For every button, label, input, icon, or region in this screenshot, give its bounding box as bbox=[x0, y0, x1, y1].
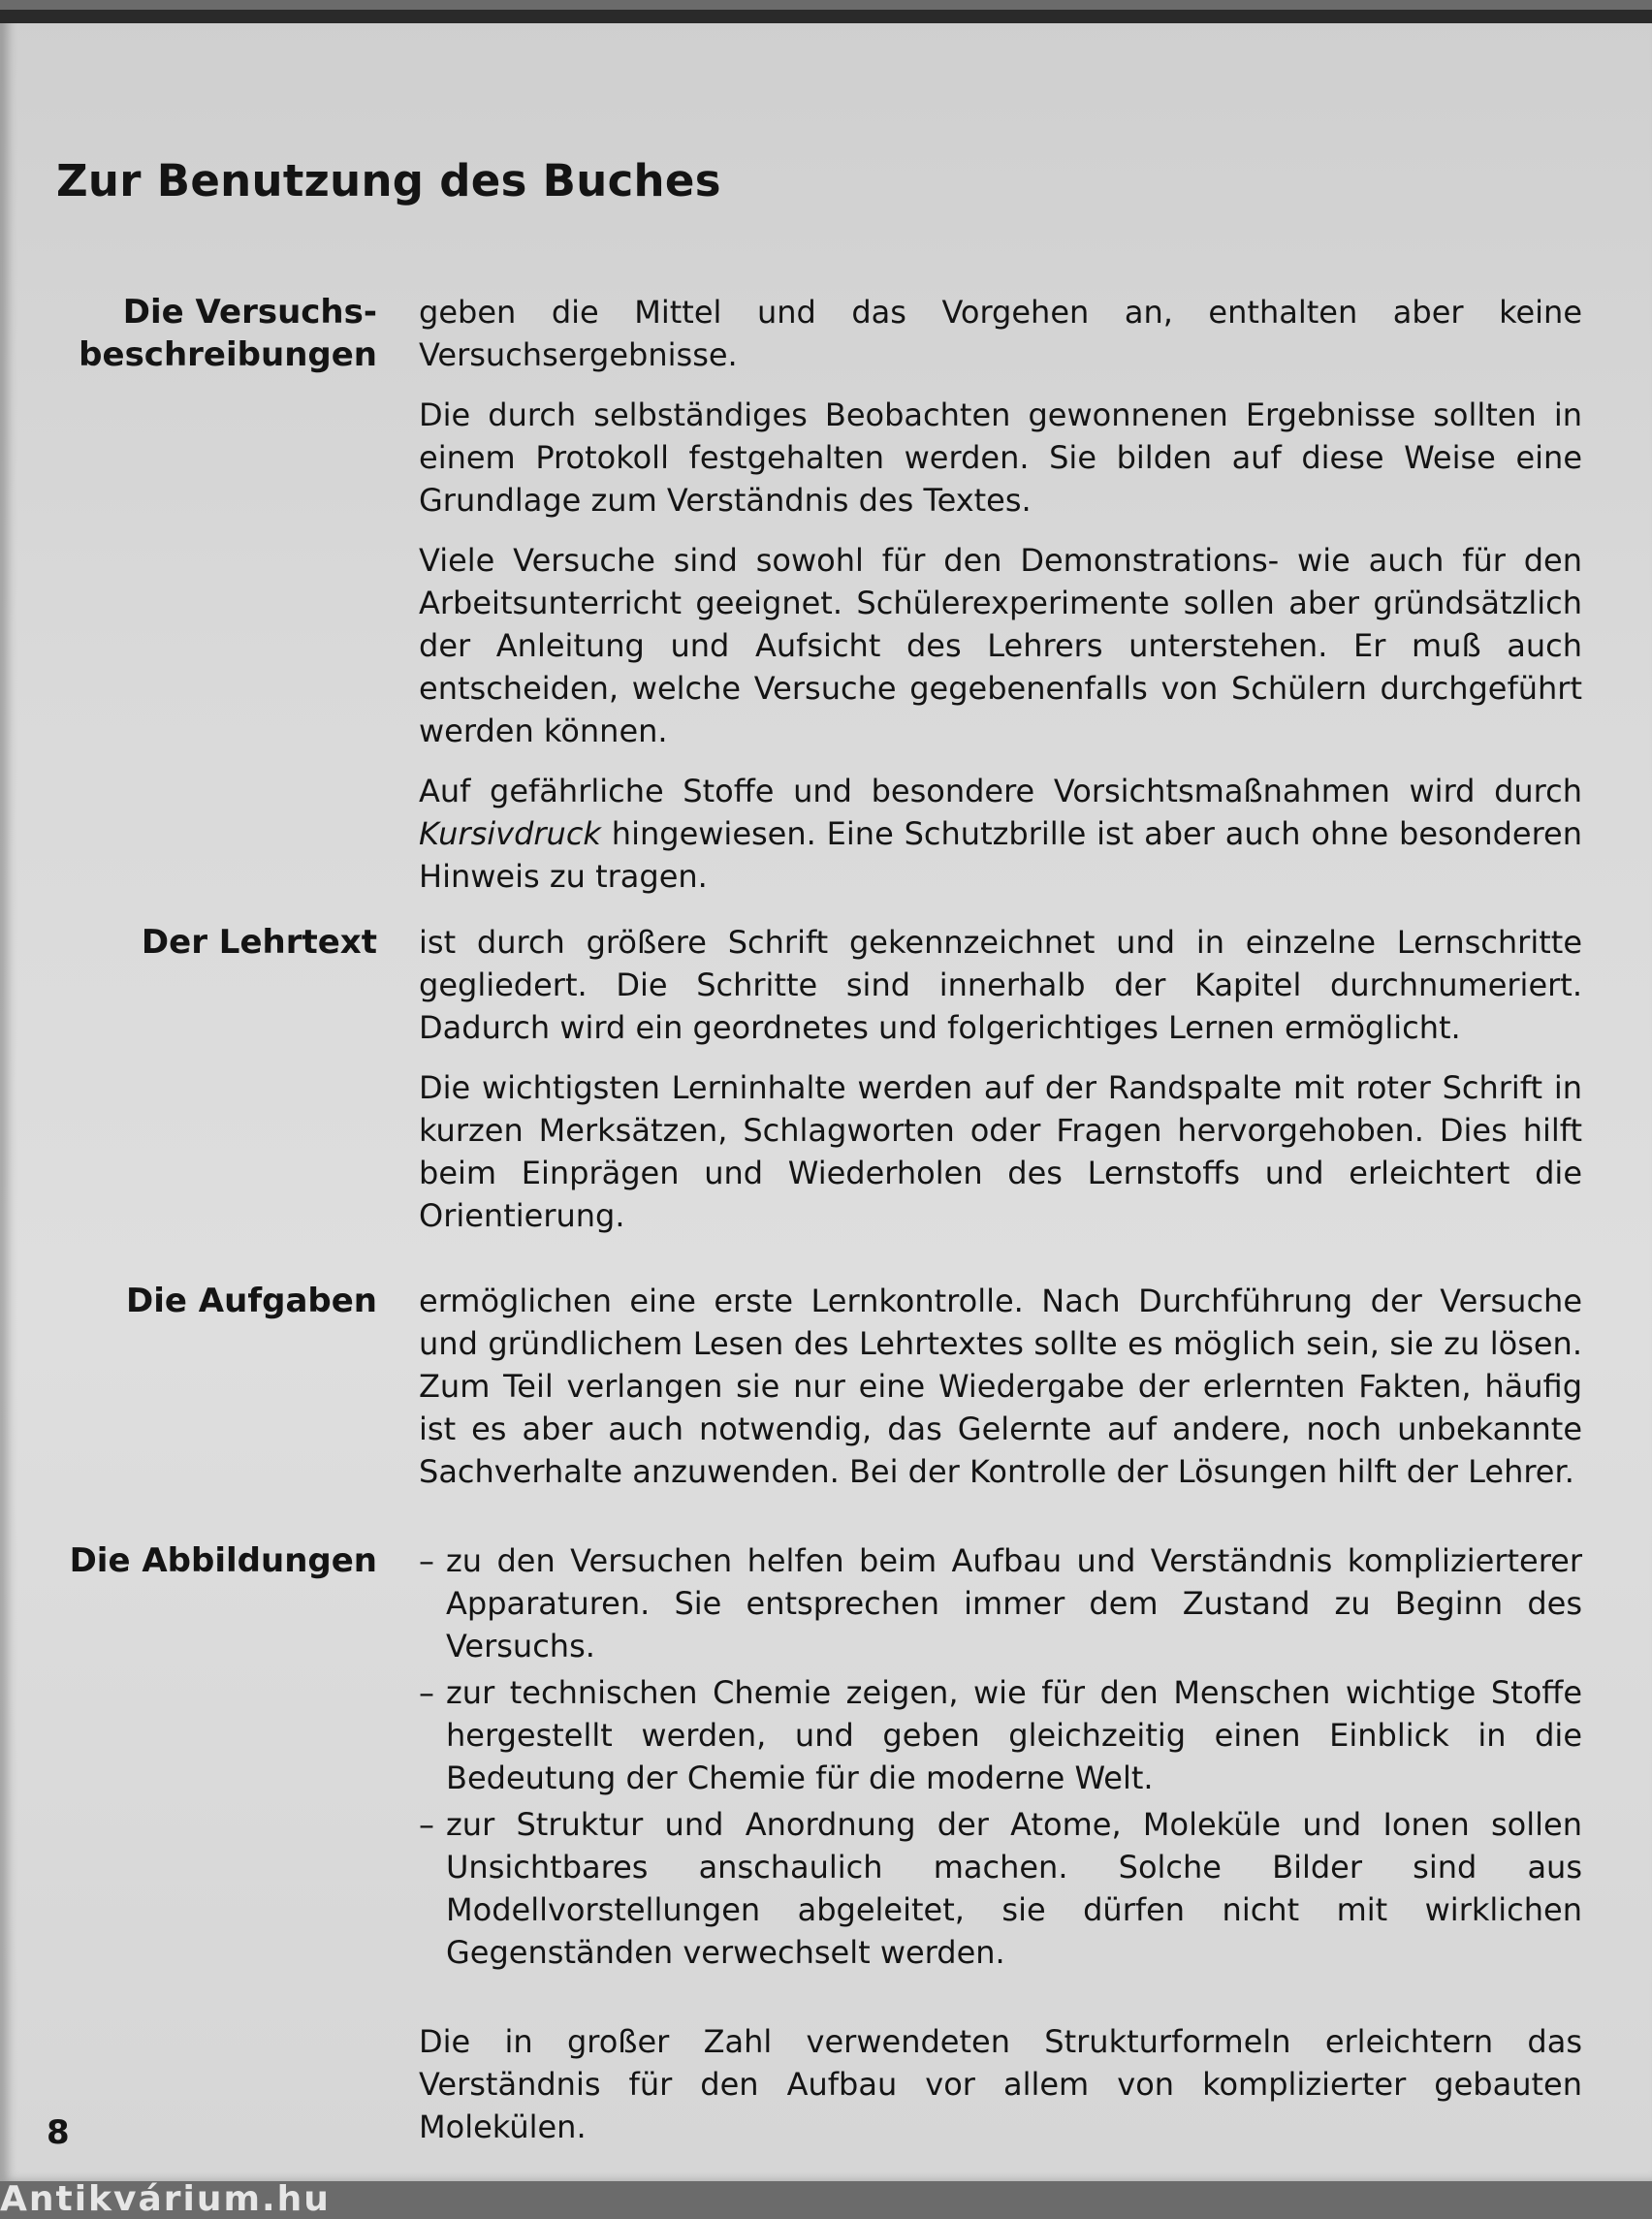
section-label-lehrtext: Der Lehrtext bbox=[141, 923, 377, 962]
dash-bullet: – bbox=[419, 1806, 434, 1843]
list-item bbox=[419, 1803, 1582, 1974]
paragraph: Die wichtigsten Lerninhalte werden auf der Randspalte mit roter Schrift in kurzen Merksätzen, Schlagworten oder Fragen hervorgehoben. Dies hilft beim Einprägen und Wiederholen des Lernstoffs und erleichtert die Orientierung. bbox=[419, 1069, 1582, 1234]
section-body-abbildungen bbox=[419, 1539, 1582, 2166]
section-body-lehrtext bbox=[419, 921, 1582, 1254]
paragraph: Viele Versuche sind sowohl für den Demonstrations- wie auch für den Arbeitsunterricht geeignet. Schülerexperimente sollen aber gründsätzlich der Anleitung und Aufsicht des Lehrers unterstehen. Er muß auch entscheiden, welche Versuche gegebenenfalls von Schülern durchgeführt werden können. bbox=[419, 542, 1582, 749]
section-label-abbildungen: Die Abbildungen bbox=[69, 1541, 377, 1580]
paragraph: ermöglichen eine erste Lernkontrolle. Nach Durchführung der Versuche und gründlichem Lesen des Lehrtextes sollte es möglich sein, sie zu lösen. Zum Teil verlangen sie nur eine Wiedergabe der erlernten Fakten, häufig ist es aber auch notwendig, das Gelernte auf andere, noch unbekannte Sachverhalte anzuwenden. Bei der Kontrolle der Lösungen hilft der Lehrer. bbox=[419, 1283, 1582, 1490]
dash-bullet: – bbox=[419, 1542, 434, 1579]
list-item-text: zur Struktur und Anordnung der Atome, Moleküle und Ionen sollen Unsichtbares anschaulich machen. Solche Bilder sind aus Modellvorstellungen abgeleitet, sie dürfen nicht mit wirklichen Gegenständen verwechselt werden. bbox=[446, 1806, 1582, 1971]
page-top-edge bbox=[0, 10, 1652, 23]
section-body-versuchsbeschreibungen bbox=[419, 291, 1582, 915]
page-title: Zur Benutzung des Buches bbox=[56, 155, 721, 206]
list-item bbox=[419, 1539, 1582, 1667]
section-label-versuchsbeschreibungen: Die Versuchs- beschreibungen bbox=[79, 293, 377, 374]
section-body-aufgaben bbox=[419, 1280, 1582, 1510]
text-run: Auf gefährliche Stoffe und besondere Vorsichtsmaßnahmen wird durch bbox=[419, 773, 1582, 809]
italic-term: Kursivdruck bbox=[419, 815, 601, 852]
figure-list bbox=[419, 1539, 1582, 1974]
book-page bbox=[0, 10, 1652, 2181]
list-item bbox=[419, 1671, 1582, 1799]
paragraph-safety bbox=[419, 770, 1582, 898]
watermark: Antikvárium.hu bbox=[0, 2179, 331, 2219]
dash-bullet: – bbox=[419, 1674, 434, 1711]
list-item-text: zu den Versuchen helfen beim Aufbau und Verständnis komplizierterer Apparaturen. Sie entsprechen immer dem Zustand zu Beginn des Versuchs. bbox=[446, 1542, 1582, 1664]
text-run: hingewiesen. Eine Schutzbrille ist aber auch ohne besonderen Hinweis zu tragen. bbox=[419, 815, 1582, 895]
section-label-aufgaben: Die Aufgaben bbox=[126, 1282, 377, 1320]
paragraph: ist durch größere Schrift gekennzeichnet und in einzelne Lernschritte gegliedert. Die Schritte sind innerhalb der Kapitel durchnumeriert. Dadurch wird ein geordnetes und folgerichtiges Lernen ermöglicht. bbox=[419, 924, 1582, 1046]
paragraph: geben die Mittel und das Vorgehen an, enthalten aber keine Versuchsergebnisse. bbox=[419, 294, 1582, 373]
page-number: 8 bbox=[47, 2113, 70, 2152]
paragraph: Die durch selbständiges Beobachten gewonnenen Ergebnisse sollten in einem Protokoll festgehalten werden. Sie bilden auf diese Weise eine Grundlage zum Verständnis des Textes. bbox=[419, 396, 1582, 519]
list-item-text: zur technischen Chemie zeigen, wie für den Menschen wichtige Stoffe hergestellt werden, und geben gleichzeitig einen Einblick in die Bedeutung der Chemie für die moderne Welt. bbox=[446, 1674, 1582, 1796]
closing-paragraph: Die in großer Zahl verwendeten Strukturformeln erleichtern das Verständnis für den Aufbau vor allem von komplizierter gebauten Molekülen. bbox=[419, 2023, 1582, 2145]
